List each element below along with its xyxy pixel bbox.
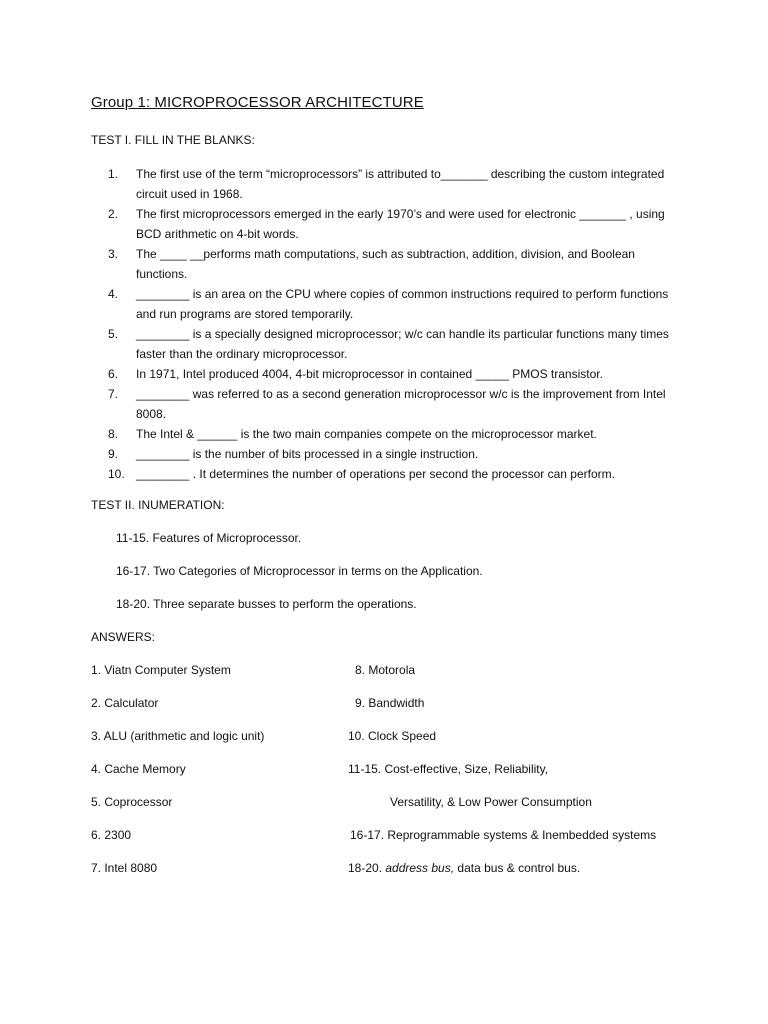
test2-heading: TEST II. INUMERATION: — [91, 498, 225, 512]
item-number: 2. — [108, 207, 119, 221]
answer-10: 10. Clock Speed — [348, 729, 437, 743]
enumeration-item: 16-17. Two Categories of Microprocessor in terms on the Application. — [116, 564, 483, 578]
item-text: ________ is the number of bits processed in a single instruction. — [136, 447, 479, 461]
answer-18-20-prefix: 18-20. — [348, 861, 386, 875]
answer-16-17: 16-17. Reprogrammable systems & Inembedded systems — [350, 828, 657, 842]
list-item — [108, 464, 688, 484]
item-text: The first microprocessors emerged in the early 1970’s and were used for electronic _______ , using BCD arithmetic on 4-bit words. — [136, 207, 665, 241]
list-item — [108, 444, 688, 464]
list-item — [108, 324, 688, 364]
item-text: ________ was referred to as a second generation microprocessor w/c is the improvement from Intel 8008. — [136, 387, 666, 421]
answer-9: 9. Bandwidth — [355, 696, 425, 710]
item-number: 1. — [108, 167, 119, 181]
answer-18-20-italic: address bus, — [385, 861, 455, 875]
answer-8: 8. Motorola — [355, 663, 416, 677]
answer-1: 1. Viatn Computer System — [91, 663, 231, 677]
fill-in-blanks-list — [108, 164, 688, 484]
item-text: The Intel & ______ is the two main companies compete on the microprocessor market. — [136, 427, 597, 441]
list-item — [108, 164, 688, 204]
list-item — [108, 284, 688, 324]
answer-5: 5. Coprocessor — [91, 795, 173, 809]
answers-heading: ANSWERS: — [91, 630, 156, 644]
answer-18-20-rest: data bus & control bus. — [454, 861, 581, 875]
test1-heading: TEST I. FILL IN THE BLANKS: — [91, 133, 255, 147]
answer-6: 6. 2300 — [91, 828, 132, 842]
answer-4: 4. Cache Memory — [91, 762, 186, 776]
list-item — [108, 364, 688, 384]
item-number: 10. — [108, 467, 125, 481]
item-text: ________ is an area on the CPU where copies of common instructions required to perform functions and run programs are stored temporarily. — [136, 287, 669, 321]
list-item — [108, 384, 688, 424]
list-item — [108, 204, 688, 244]
item-text: In 1971, Intel produced 4004, 4-bit microprocessor in contained _____ PMOS transistor. — [136, 367, 603, 381]
item-text: The ____ __performs math computations, such as subtraction, addition, division, and Boolean functions. — [136, 247, 635, 281]
item-number: 8. — [108, 427, 119, 441]
answer-3: 3. ALU (arithmetic and logic unit) — [91, 729, 265, 743]
enumeration-item: 11-15. Features of Microprocessor. — [116, 531, 302, 545]
list-item — [108, 244, 688, 284]
item-number: 5. — [108, 327, 119, 341]
enumeration-item: 18-20. Three separate busses to perform the operations. — [116, 597, 417, 611]
page-title: Group 1: MICROPROCESSOR ARCHITECTURE — [91, 94, 424, 111]
item-text: ________ . It determines the number of operations per second the processor can perform. — [136, 467, 615, 481]
answer-18-20 — [348, 861, 580, 875]
answer-11-15-line1: 11-15. Cost-effective, Size, Reliability, — [348, 762, 549, 776]
item-text: ________ is a specially designed microprocessor; w/c can handle its particular functions many times faster than the ordinary microprocessor. — [136, 327, 669, 361]
item-number: 4. — [108, 287, 119, 301]
item-number: 9. — [108, 447, 119, 461]
answer-2: 2. Calculator — [91, 696, 159, 710]
item-text: The first use of the term “microprocessors” is attributed to_______ describing the custom integrated circuit used in 1968. — [136, 167, 665, 201]
list-item — [108, 424, 688, 444]
item-number: 3. — [108, 247, 119, 261]
answer-11-15-line2: Versatility, & Low Power Consumption — [390, 795, 592, 809]
item-number: 7. — [108, 387, 119, 401]
item-number: 6. — [108, 367, 119, 381]
answer-7: 7. Intel 8080 — [91, 861, 158, 875]
